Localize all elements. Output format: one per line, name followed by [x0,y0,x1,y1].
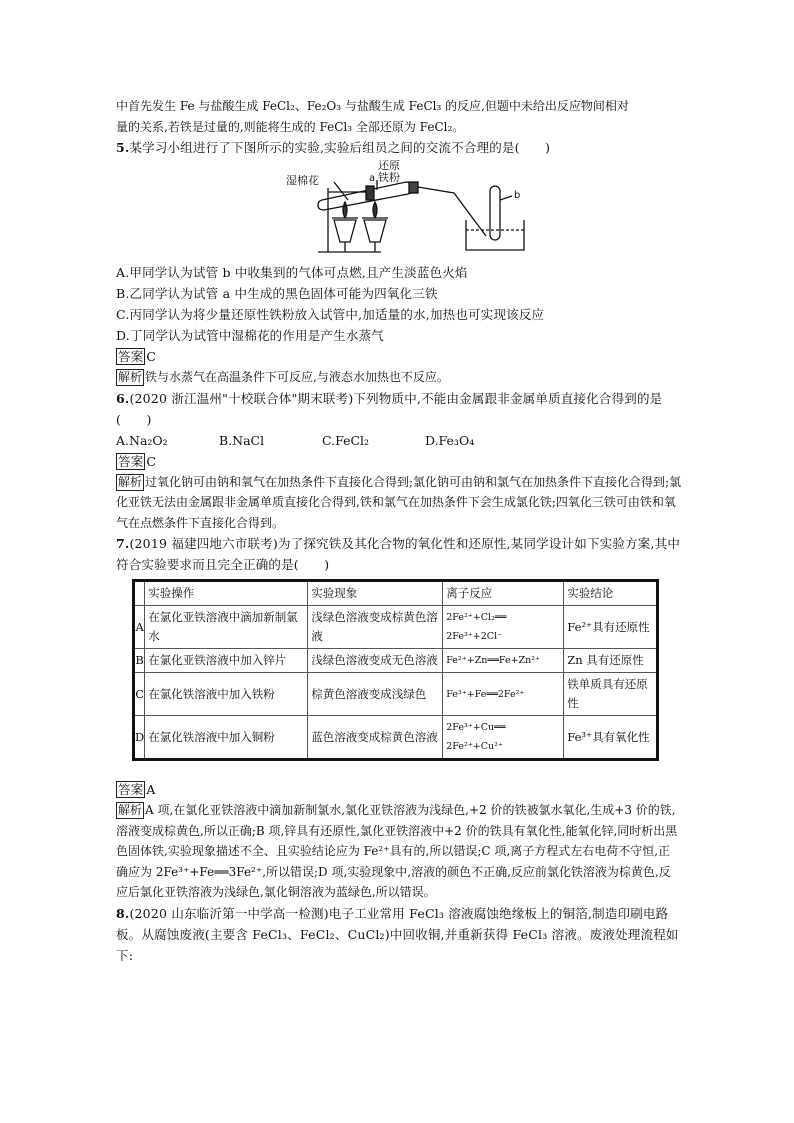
equation-cell: 2Fe²⁺+Cl₂══ 2Fe³⁺+2Cl⁻ [443,606,564,649]
apparatus-figure [206,160,566,258]
q6-option-b: B.NaCl [219,432,265,448]
answer-tag: 答案 [118,782,144,797]
q7-answer: 答案 A [118,782,156,797]
intro-paragraph [116,96,682,137]
label-tube-a: a [369,173,376,184]
question-5-number: 5. [116,140,130,155]
question-5-options [116,262,682,346]
label-wet-cotton: 湿棉花 [286,174,319,187]
row-label: A [134,606,145,649]
table-header-cell: 实验结论 [564,581,658,606]
equation-cell: 2Fe³⁺+Cu══ 2Fe²⁺+Cu²⁺ [443,716,564,760]
q5-option-b: B.乙同学认为试管 a 中生成的黑色固体可能为四氧化三铁 [116,286,438,301]
table-row [134,649,658,673]
intro-line-1: 中首先发生 Fe 与盐酸生成 FeCl₂、Fe₂O₃ 与盐酸生成 FeCl₃ 的反应,但题中未给出反应物间相对 [116,99,629,113]
table-row [134,716,658,760]
q6-analysis: 解析 过氧化钠可由钠和氧气在加热条件下直接化合得到;氯化钠可由钠和氯气在加热条件下直接化合得到;氯化亚铁无法由金属跟非金属单质直接化合得到,铁和氯气在加热条件下会生成氯化铁;四氧化三铁可由铁和氧气在点燃条件下直接化合得到。 [116,474,682,530]
q5-option-a: A.甲同学认为试管 b 中收集到的气体可点燃,且产生淡蓝色火焰 [116,265,468,280]
q6-option-d: D.Fe₃O₄ [425,432,475,448]
label-tube-b: b [514,190,521,201]
q6-option-c: C.FeCl₂ [322,432,370,448]
phenomenon-cell: 蓝色溶液变成棕黄色溶液 [308,716,443,760]
table-header-cell [134,581,145,606]
table-row [134,606,658,649]
question-5-stem: 5.某学习小组进行了下图所示的实验,实验后组员之间的交流不合理的是( ) [116,140,551,155]
label-reduced-1: 还原 [378,160,400,172]
answer-tag: 答案 [118,453,144,469]
conclusion-cell: 铁单质具有还原性 [564,673,658,716]
q5-answer: 答案 C [118,349,157,364]
q6-answer: 答案 C [118,453,157,469]
phenomenon-cell: 浅绿色溶液变成棕黄色溶液 [308,606,443,649]
table-header-row [134,581,658,606]
equation-cell: Fe²⁺+Zn══Fe+Zn²⁺ [443,649,564,673]
experiment-table [132,579,659,761]
equation-cell: Fe³⁺+Fe══2Fe²⁺ [443,673,564,716]
q5-option-d: D.丁同学认为试管中湿棉花的作用是产生水蒸气 [116,328,384,343]
row-label: D [134,716,145,760]
intro-line-2: 量的关系,若铁是过量的,则能将生成的 FeCl₃ 全部还原为 FeCl₂。 [116,119,465,134]
question-8-stem: 8.(2020 山东临沂第一中学高一检测)电子工业常用 FeCl₃ 溶液腐蚀绝缘板上的铜箔,制造印刷电路板。从腐蚀废液(主要含 FeCl₃、FeCl₂、CuCl₂)中回收铜,并重新获得 FeCl₃ 溶液。废液处理流程如下: [116,905,679,963]
operation-cell: 在氯化亚铁溶液中加入锌片 [145,649,308,673]
question-8-number: 8. [116,905,130,921]
table-header-cell: 离子反应 [443,581,564,606]
label-reduced-2: 铁粉 [378,171,400,184]
conclusion-cell: Zn 具有还原性 [564,649,658,673]
conclusion-cell: Fe³⁺具有氧化性 [564,716,658,760]
conclusion-cell: Fe²⁺具有还原性 [564,606,658,649]
question-6-stem: 6.(2020 浙江温州"十校联合体"期末联考)下列物质中,不能由金属跟非金属单质直接化合得到的是( ) [116,390,663,427]
analysis-tag: 解析 [118,370,143,384]
question-7-stem: 7.(2019 福建四地六市联考)为了探究铁及其化合物的氧化性和还原性,某同学设计如下实验方案,其中符合实验要求而且完全正确的是( ) [116,536,681,572]
row-label: B [134,649,145,673]
q7-analysis: 解析 A 项,在氯化亚铁溶液中滴加新制氯水,氯化亚铁溶液为浅绿色,+2 价的铁被氯水氧化,生成+3 价的铁,溶液变成棕黄色,所以正确;B 项,锌具有还原性,氯化亚铁溶液中+2 价的铁具有氧化性,能氧化锌,同时析出黑色固体铁,实验现象描述不全、且实验结论应为 Fe²⁺具有的,所以错误;C 项,离子方程式左右电荷不守恒,正确应为 2Fe³⁺+Fe══3Fe²⁺,所以错误;D 项,实验现象中,溶液的颜色不正确,反应前氯化铁溶液为棕黄色,反应后氯化亚铁溶液为浅绿色,氯化铜溶液为蓝绿色,所以错误。 [116,803,678,899]
operation-cell: 在氯化铁溶液中加入铁粉 [145,673,308,716]
analysis-tag: 解析 [118,474,143,489]
q6-option-a: A.Na₂O₂ [116,432,168,448]
table-row [134,673,658,716]
q5-option-c: C.丙同学认为将少量还原性铁粉放入试管中,加适量的水,加热也可实现该反应 [116,307,545,322]
operation-cell: 在氯化亚铁溶液中滴加新制氯水 [145,606,308,649]
q5-analysis: 解析 铁与水蒸气在高温条件下可反应,与液态水加热也不反应。 [118,370,449,384]
answer-tag: 答案 [118,349,144,364]
row-label: C [134,673,145,716]
question-6-number: 6. [116,390,130,406]
phenomenon-cell: 浅绿色溶液变成无色溶液 [308,649,443,673]
apparatus-diagram [116,160,682,258]
question-6-options [116,430,682,451]
table-header-cell: 实验现象 [308,581,443,606]
operation-cell: 在氯化铁溶液中加入铜粉 [145,716,308,760]
phenomenon-cell: 棕黄色溶液变成浅绿色 [308,673,443,716]
page-content [116,96,682,966]
analysis-tag: 解析 [118,803,143,817]
question-7-number: 7. [116,536,130,551]
table-header-cell: 实验操作 [145,581,308,606]
